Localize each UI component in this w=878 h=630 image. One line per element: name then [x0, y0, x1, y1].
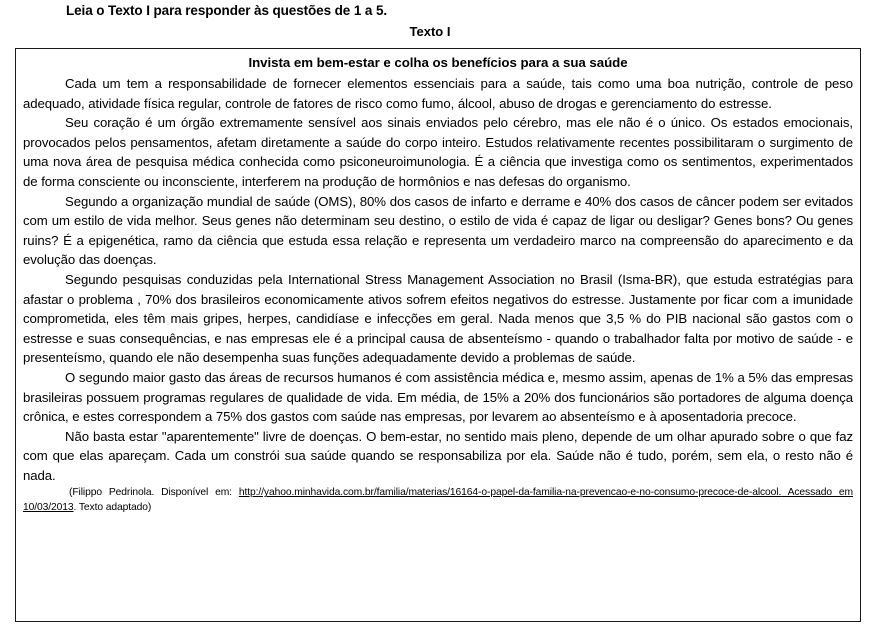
citation-suffix: . Texto adaptado) [73, 501, 152, 513]
passage-paragraph: Segundo pesquisas conduzidas pela International Stress Management Association no Brasil (Isma-BR), que estuda estratégias para afastar o problema , 70% dos brasileiros economicamente ativos sofrem efeitos negativos do estresse. Justamente por ficar com a imunidade comprometida, eles têm mais gripes, herpes, candidíase e infecções em geral. Nada menos que 3,5 % do PIB nacional são gastos com o estresse e suas consequências, e nas empresas ele é a principal causa de absenteísmo - quando o trabalhador falta por motivo de saúde - e presenteísmo, quando ele não desempenha suas funções adequadamente devido a problemas de saúde. [23, 271, 853, 366]
passage-paragraph: Não basta estar "aparentemente" livre de doenças. O bem-estar, no sentido mais pleno, depende de um olhar apurado sobre o que faz com que elas apareçam. Cada um constrói sua saúde quando se responsabiliza por ela. Saúde não é tudo, porém, sem ela, o resto não é nada. [23, 428, 853, 483]
citation-prefix: (Filippo Pedrinola. Disponível em: [69, 487, 239, 499]
passage-paragraph: O segundo maior gasto das áreas de recursos humanos é com assistência médica e, mesmo assim, apenas de 1% a 5% das empresas brasileiras possuem programas regulares de qualidade de vida. Em média, de 15% a 20% dos funcionários são portadores de alguma doença crônica, e estes correspondem a 75% dos gastos com saúde nas empresas, por levarem ao absenteísmo e à aposentadoria precoce. [23, 369, 853, 425]
passage-paragraph: Segundo a organização mundial de saúde (OMS), 80% dos casos de infarto e derrame e 40% dos casos de câncer podem ser evitados com um estilo de vida melhor. Seus genes não determinam seu destino, o estilo de vida é capaz de ligar ou desligar? Genes bons? Ou genes ruins? É a epigenética, ramo da ciência que estuda essa relação e representa um verdadeiro marco na compreensão do aparecimento e da evolução das doenças. [23, 193, 853, 268]
citation-accessed-date: Acessado em 10/03/2013 [23, 487, 854, 513]
passage-title: Invista em bem-estar e colha os benefícios para a sua saúde [248, 55, 628, 70]
source-citation [23, 486, 853, 515]
passage-paragraph: Cada um tem a responsabilidade de fornecer elementos essenciais para a saúde, tais como uma boa nutrição, controle de peso adequado, atividade física regular, controle de fatores de risco como fumo, álcool, abuso de drogas e gerenciamento do estresse. [23, 76, 853, 111]
instruction-heading: Leia o Texto I para responder às questões de 1 a 5. [66, 3, 388, 18]
texto-label: Texto I [409, 24, 451, 39]
source-url-link[interactable]: http://yahoo.minhavida.com.br/familia/materias/16164-o-papel-da-familia-na-prevencao-e-no-consumo-precoce-de-alcool. [238, 487, 782, 499]
text-passage-box [15, 48, 861, 622]
passage-paragraph: Seu coração é um órgão extremamente sensível aos sinais enviados pelo cérebro, mas ele não é o único. Os estados emocionais, provocados pelos pensamentos, afetam diretamente a saúde do corpo inteiro. Estudos relativamente recentes possibilitaram o surgimento de uma nova área de pesquisa médica conhecida como psiconeuroimunologia. É a ciência que investiga como os sentimentos, experimentados de forma consciente ou inconsciente, interferem na produção de hormônios e nas defesas do organismo. [23, 115, 853, 189]
